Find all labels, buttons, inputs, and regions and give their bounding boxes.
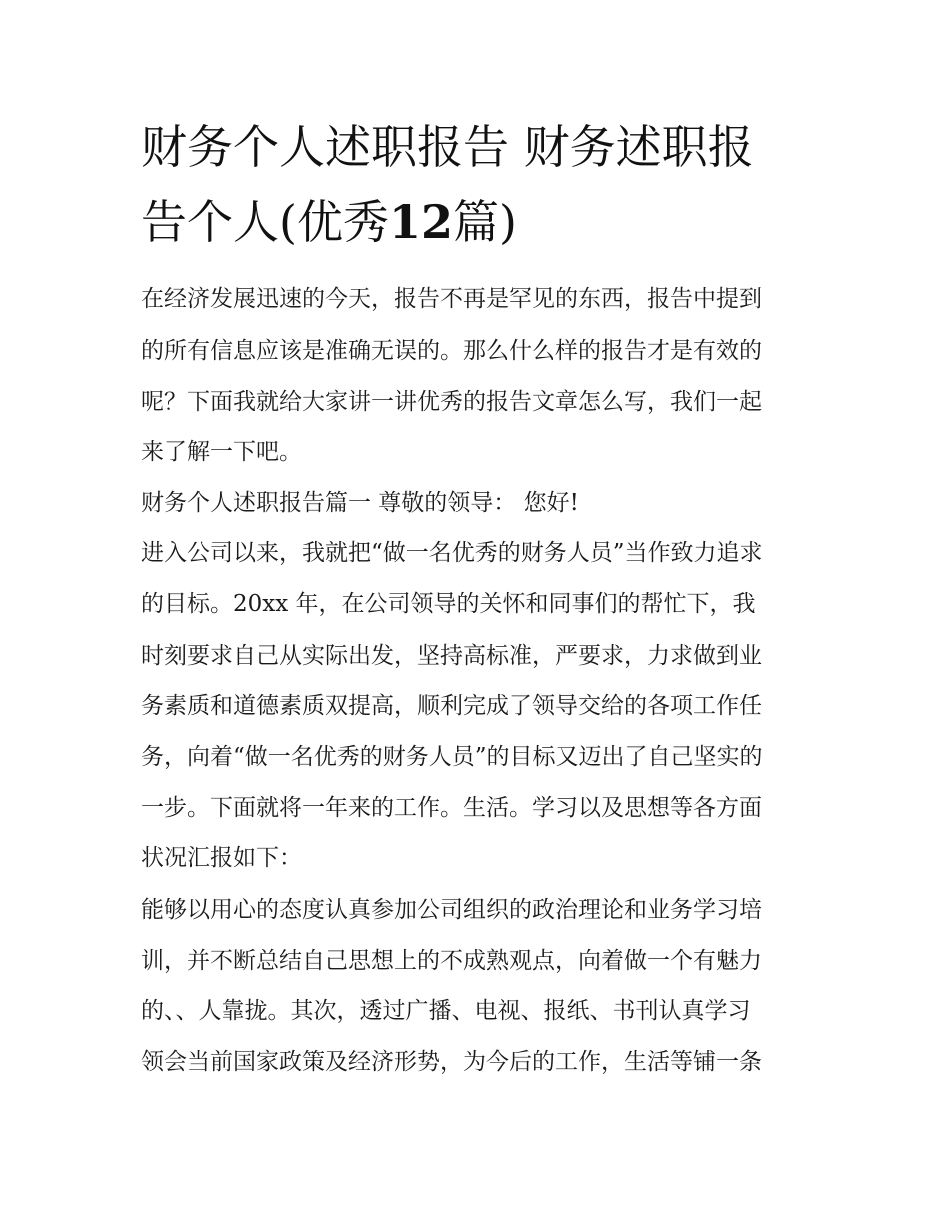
title-line-2-number: 12	[388, 195, 453, 249]
body-line: 领会当前国家政策及经济形势，为今后的工作，生活等铺一条	[141, 1049, 762, 1075]
body-line: 务，向着“做一名优秀的财务人员”的目标又迈出了自己坚实的	[141, 744, 763, 770]
body-line: 的目标。20xx 年，在公司领导的关怀和同事们的帮忙下，我	[141, 591, 756, 617]
body-line: 呢？下面我就给大家讲一讲优秀的报告文章怎么写，我们一起	[141, 389, 762, 415]
body-line: 一步。下面就将一年来的工作。生活。学习以及思想等各方面	[141, 795, 762, 821]
body-line: 在经济发展迅速的今天，报告不再是罕见的东西，报告中提到	[141, 286, 762, 312]
body-line: 状况汇报如下：	[141, 845, 302, 871]
body-line: 时刻要求自己从实际出发，坚持高标准，严要求，力求做到业	[141, 643, 762, 669]
title-line-1: 财务个人述职报告 财务述职报	[141, 120, 754, 174]
body-line: 进入公司以来，我就把“做一名优秀的财务人员”当作致力追求	[141, 540, 763, 566]
title-line-2-suffix: 篇)	[452, 195, 517, 249]
body-line: 能够以用心的态度认真参加公司组织的政治理论和业务学习培	[141, 897, 762, 923]
body-line: 的所有信息应该是准确无误的。那么什么样的报告才是有效的	[141, 338, 762, 364]
title-line-2-prefix: 告个人(优秀	[141, 195, 389, 249]
body-line: 务素质和道德素质双提高，顺利完成了领导交给的各项工作任	[141, 693, 762, 719]
section-heading: 财务个人述职报告篇一 尊敬的领导： 您好!	[141, 490, 579, 516]
body-line: 的、、人靠拢。其次，透过广播、电视、报纸、书刊认真学习	[141, 998, 751, 1024]
body-line: 训，并不断总结自己思想上的不成熟观点，向着做一个有魅力	[141, 948, 762, 974]
body-line: 来了解一下吧。	[141, 439, 302, 465]
document-title	[141, 110, 821, 260]
